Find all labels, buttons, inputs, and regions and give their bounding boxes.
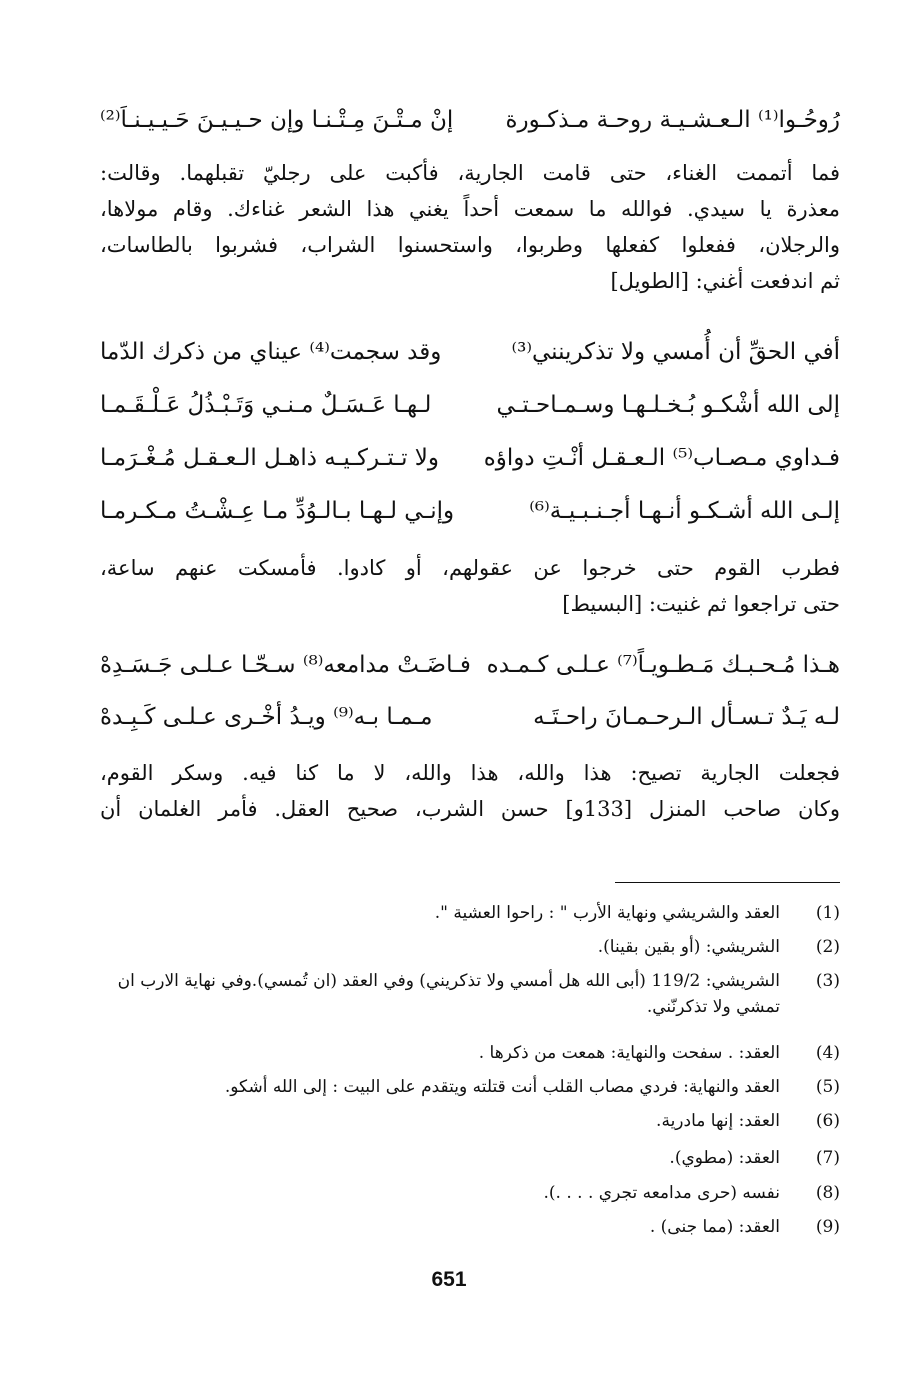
verse-hemistich-right: إلـى الله أشـكـو أنـهـا أجـنـبـيـة⁽⁶⁾ [529,498,840,524]
top-verse [100,100,840,140]
footnote-text: الشريشي: (أو بقين بقينا). [597,937,780,957]
paragraph-line: فما أتممت الغناء، حتى قامت الجارية، فأكبت على رجليّ تقبلهما. وقالت: [100,161,840,185]
verse-hemistich-left: فـاضَـتْ مدامعه⁽⁸⁾ سـحّـا عـلـى جَـسَـدِهْ [100,652,471,678]
poem-1-verse [100,332,840,372]
verse-hemistich-right: أفي الحقِّ أن أُمسي ولا تذكرينني⁽³⁾ [511,339,840,365]
poem-1-verse [100,491,840,531]
footnote-number: (7) [815,1148,840,1168]
paragraph-line: وكان صاحب المنزل [133و] حسن الشرب، صحيح العقل. فأمر الغلمان أن [100,797,840,821]
footnote-number: (8) [815,1183,840,1203]
footnote [100,1214,840,1240]
verse-hemistich-left: ولا تـتـركـيـه ذاهـل الـعـقـل مُـغْـرَمـا [100,445,440,471]
footnote [100,900,840,926]
paragraph-2 [100,550,840,622]
footnote-number: (4) [815,1043,840,1063]
footnote [100,1040,840,1066]
verse-hemistich-right: فـداوي مـصـاب⁽⁵⁾ الـعـقـل أنْـتِ دواؤه [483,445,840,471]
poem-2-verse [100,697,840,737]
paragraph-line: والرجلان، ففعلوا كفعلها وطربوا، واستحسنوا الشراب، فشربوا بالطاسات، [100,233,840,257]
footnote-text: العقد: . سفحت والنهاية: همعت من ذكرها . [478,1043,780,1063]
verse-hemistich-right: إلى الله أشْكـو بُـخـلـهـا وسـمـاحـتـي [496,392,840,418]
paragraph-line: فجعلت الجارية تصيح: هذا والله، هذا والله، لا ما كنا فيه. وسكر القوم، [100,761,840,785]
footnote [100,1145,840,1171]
verse-hemistich-left: مـمـا بـه⁽⁹⁾ ويـدُ أخْـرى عـلـى كَـبِـدهْ [100,704,433,730]
verse-hemistich-right: لـه يَـدٌ تـسـأل الـرحـمـانَ راحـتَـه [533,704,840,730]
footnote-number: (2) [815,937,840,957]
footnote-number: (9) [815,1217,840,1237]
footnote-text: العقد: إنها مادرية. [656,1111,780,1131]
footnote [100,934,840,960]
footnote-text: نفسه (حرى مدامعه تجري . . . .). [543,1183,780,1203]
paragraph-line: فطرب القوم حتى خرجوا عن عقولهم، أو كادوا. فأمسكت عنهم ساعة، [100,556,840,580]
footnote-number: (5) [815,1077,840,1097]
footnote-divider [615,882,840,883]
paragraph-3 [100,755,840,827]
page-number: 651 [431,1268,467,1291]
verse-hemistich-left: وقد سجمت⁽⁴⁾ عيناي من ذكرك الدّما [100,339,442,365]
poem-2-verse [100,645,840,685]
poem-1-verse [100,438,840,478]
footnote-text: العقد: (مطوي). [669,1148,780,1168]
footnote-text: العقد والشريشي ونهاية الأرب " : راحوا العشية ". [434,903,780,923]
poem-1-verse [100,385,840,425]
paragraph-line: حتى تراجعوا ثم غنيت: [البسيط] [562,592,840,616]
footnote-number: (1) [815,903,840,923]
verse-hemistich-right: هـذا مُـحـبـك مَـطـويـاً⁽⁷⁾ عـلـى كـمـده [486,652,840,678]
verse-hemistich-left: وإنـي لـهـا بـالـوُدِّ مـا عِـشْـتُ مـكـرمـا [100,498,455,524]
paragraph-line: معذرة يا سيدي. فوالله ما سمعت أحداً يغني هذا الشعر غناءك. وقام مولاها، [100,197,840,221]
verse-hemistich-right: رُوحُـوا⁽¹⁾ الـعـشـيـة روحـة مـذكـورة [505,107,840,133]
footnote-text: العقد: (مما جنى) . [649,1217,780,1237]
footnote-text: الشريشي: 119/2 (أبى الله هل أمسي ولا تذكريني) وفي العقد (ان تُمسي).وفي نهاية الارب ان تمشي ولا تذكرنّني. [117,971,780,1017]
footnote-number: (6) [815,1111,840,1131]
footnote-number: (3) [815,971,840,991]
verse-hemistich-left: إنْ مـتْـنَ مِـتْـنـا وإن حـيـيـنَ حَـيـيـنـاَ⁽²⁾ [100,107,454,133]
paragraph-line: ثم اندفعت أغني: [الطويل] [610,269,840,293]
footnote [100,1074,840,1100]
footnote [100,968,840,1020]
verse-hemistich-left: لـهـا عَـسَـلٌ مـنـي وَتَـبْـذُلُ عَـلْـقَـمـا [100,392,432,418]
footnote-text: العقد والنهاية: فردي مصاب القلب أنت قتلته ويتقدم على البيت : إلى الله أشكو. [224,1077,780,1097]
footnote [100,1180,840,1206]
footnote [100,1108,840,1134]
paragraph-1 [100,155,840,299]
